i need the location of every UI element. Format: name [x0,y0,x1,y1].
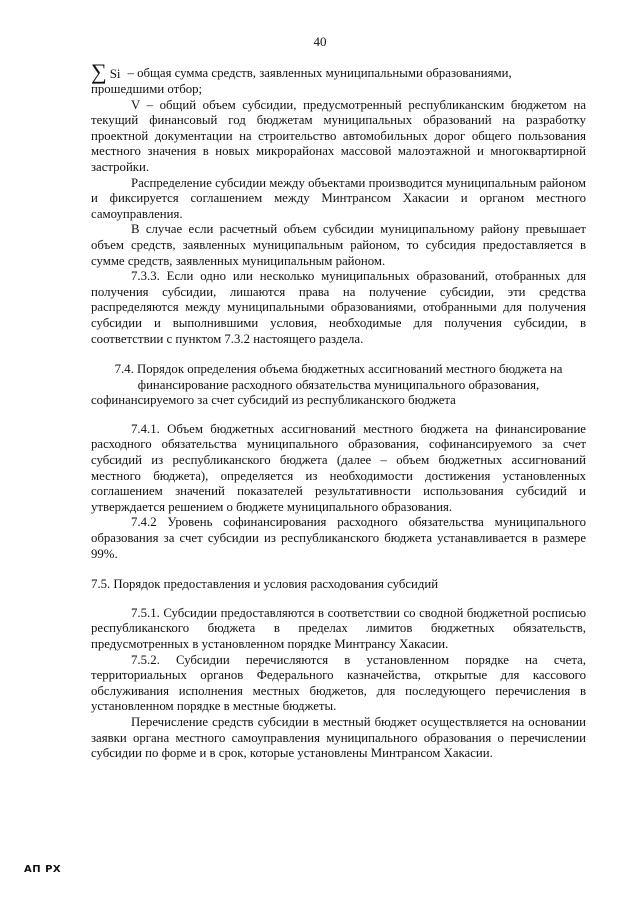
archive-stamp: АП РХ [24,864,62,875]
paragraph-transfer: Перечисление средств субсидии в местный бюджет осуществляется на основании заявки органа местного самоуправления муниципального образования о перечислении субсидии по форме и в срок, которые установлены Минтрансом Хакасии. [91,714,586,761]
section-heading-7-5: 7.5. Порядок предоставления и условия расходования субсидий [91,577,439,592]
paragraph-7-5-1: 7.5.1. Субсидии предоставляются в соответствии со сводной бюджетной росписью республиканского бюджета в пределах лимитов бюджетных обязательств, предусмотренных в установленном порядке Минтрансу Хакасии. [91,605,586,651]
paragraph-sum-definition: – общая сумма средств, заявленных муниципальными образованиями, [127,66,512,81]
paragraph-7-5-2: 7.5.2. Субсидии перечисляются в установленном порядке на счета, территориальных органов Федерального казначейства, открытые для кассового обслуживания исполнения местных бюджетов, для последующего перечисления в установленном порядке в местные бюджеты. [91,652,586,714]
paragraph-7-4-2: 7.4.2 Уровень софинансирования расходного обязательства муниципального образования за счет субсидии из республиканского бюджета устанавливается в размере 99%. [91,515,586,561]
section-heading-7-4: 7.4. Порядок определения объема бюджетных ассигнований местного бюджета на финансирование расходного обязательства муниципального образования, софинансируемого за счет субсидий из республиканского бюджета [91,362,563,408]
paragraph-distribution: Распределение субсидии между объектами производится муниципальным районом и фиксируется соглашением между Минтрансом Хакасии и органом местного самоуправления. [91,175,586,221]
paragraph-excess-case: В случае если расчетный объем субсидии муниципальному району превышает объем средств, заявленных муниципальным районом, то субсидия предоставляется в сумме средств, заявленных муниципальным районом. [91,222,586,268]
paragraph-sum-definition-cont: прошедшими отбор; [91,82,203,96]
sum-sigma-symbol: ∑ [91,59,107,84]
sum-formula-line [91,59,586,84]
page-number: 40 [313,34,327,49]
document-body [91,59,586,762]
paragraph-v-definition: V – общий объем субсидии, предусмотренный республиканским бюджетом на текущий финансовый год бюджетам муниципальных образований на разработку проектной документации на строительство автомобильных дорог общего пользования местного значения в новых микрорайонах массовой малоэтажной и многоквартирной застройки. [91,97,586,174]
sum-subscript: Si [109,66,121,82]
paragraph-7-4-1: 7.4.1. Объем бюджетных ассигнований местного бюджета на финансирование расходного обязательства муниципального образования, софинансируемого за счет субсидий из республиканского бюджета (далее – объем бюджетных ассигнований местного бюджета), определяется из необходимости достижения установленных соглашением значений показателей результативности использования субсидий и утверждается решением о бюджете муниципального образования. [91,421,586,514]
paragraph-7-3-3: 7.3.3. Если одно или несколько муниципальных образований, отобранных для получения субсидии, лишаются права на получение субсидии, эти средства распределяются между муниципальными образованиями, отобранными для получения субсидии и выполнившими условия, необходимые для получения субсидии, в соответствии с пунктом 7.3.2 настоящего раздела. [91,269,586,346]
